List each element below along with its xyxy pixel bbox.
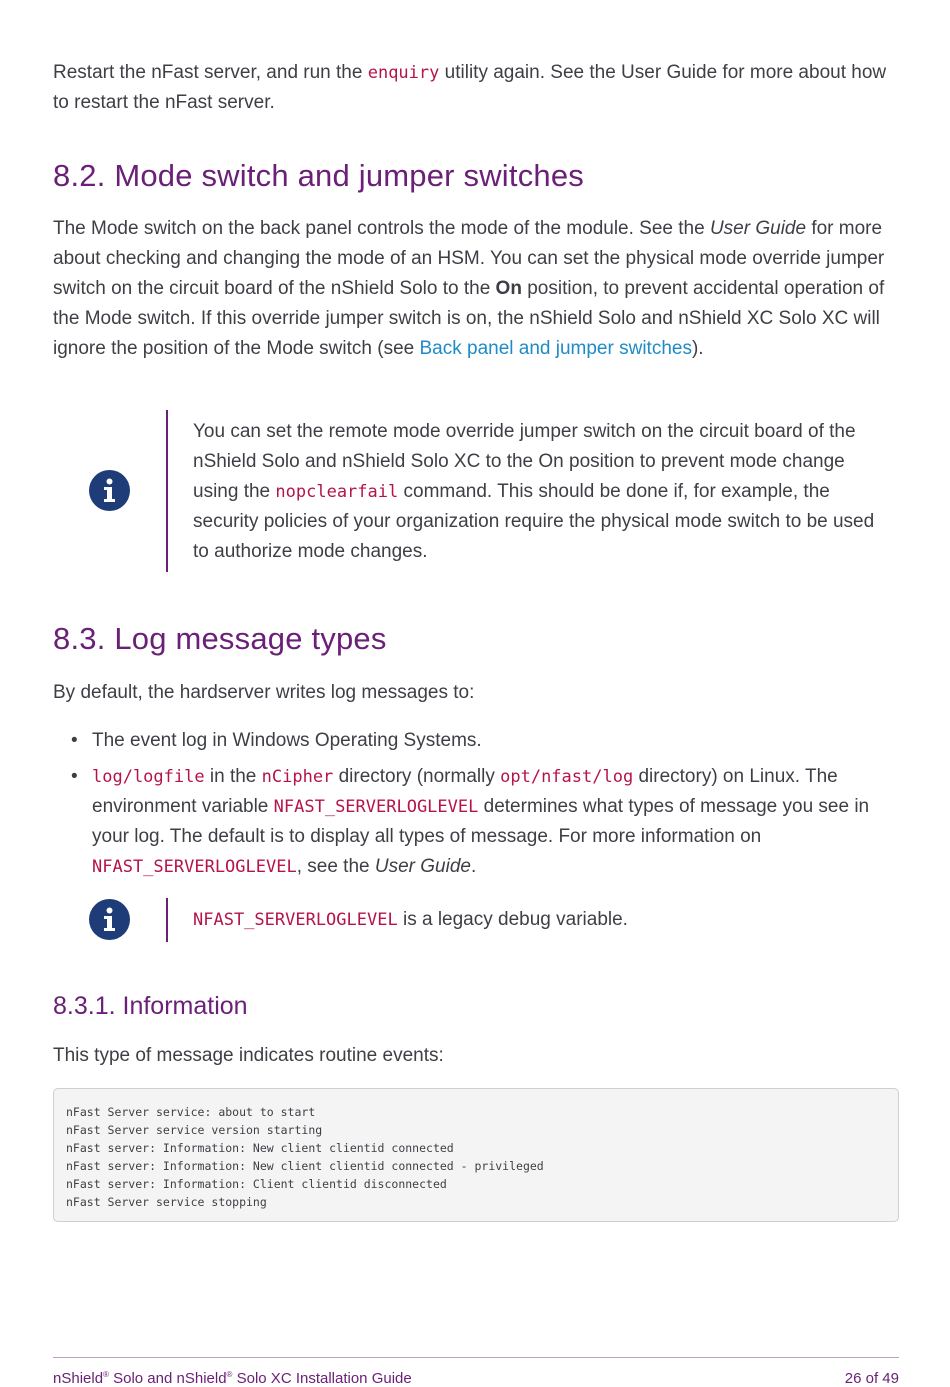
nopclearfail-code: nopclearfail: [275, 482, 399, 502]
footer-tail: Solo XC Installation Guide: [232, 1370, 412, 1387]
log-code-lines: nFast Server service: about to start nFast Server service version starting nFast server: Information: New client clientid connected nFast server: Information: New client clientid connected - privileged nFast server: Information: Client clientid disconnected nFast Server service stopping: [66, 1105, 544, 1209]
section-8-3-heading: 8.3. Log message types: [53, 621, 387, 656]
footer-mid: Solo and nShield: [108, 1370, 227, 1387]
bullet-2-text-1: in the: [204, 766, 262, 787]
footer-brand-1: nShield: [53, 1370, 104, 1387]
intro-text-2: utility again. See the User Guide for more about how to restart the nFast server.: [53, 62, 887, 113]
info-note-mode: [53, 410, 899, 572]
user-guide-em-2: User Guide: [374, 856, 471, 877]
section-8-2-paragraph: [53, 214, 899, 364]
list-item: [53, 726, 899, 756]
code-block: [53, 1088, 899, 1222]
nfast-log-path-code: opt/nfast/log: [500, 767, 634, 787]
intro-paragraph: [53, 58, 899, 118]
s82-text-4: ).: [691, 338, 704, 359]
note-loglevel-text: is a legacy debug variable.: [397, 909, 628, 930]
ncipher-code: nCipher: [261, 767, 334, 787]
serverloglevel-code-2: NFAST_SERVERLOGLEVEL: [92, 857, 297, 877]
bullet-dot: •: [71, 730, 78, 751]
list-item: [53, 762, 899, 882]
serverloglevel-code: NFAST_SERVERLOGLEVEL: [273, 797, 479, 817]
intro-text-1: Restart the nFast server, and run the: [53, 62, 368, 83]
note-divider: [166, 898, 168, 942]
log-destinations-list: [53, 726, 899, 882]
bullet-2-text-6: .: [470, 856, 477, 877]
registered-mark: ®: [103, 1370, 109, 1379]
info-note-loglevel: [53, 898, 899, 942]
on-bold: On: [495, 278, 522, 299]
note-text: [193, 417, 883, 567]
bullet-2-text-2: directory (normally: [333, 766, 501, 787]
s82-text-2: for more about checking and changing the mode of an HSM. You can set the physical mode override jumper switch on the circuit board of the nShield Solo to the: [53, 218, 885, 299]
section-8-3-1-heading: 8.3.1. Information: [53, 992, 248, 1020]
bullet-2-text-4: determines what types of message you see in your log. The default is to display all types of message. For more information on: [92, 796, 870, 847]
bullet-2-text-3: directory) on Linux. The environment variable: [92, 766, 838, 817]
page-number: 26 of 49: [844, 1370, 899, 1387]
serverloglevel-note-code: NFAST_SERVERLOGLEVEL: [193, 910, 398, 930]
footer-title: [53, 1370, 412, 1387]
section-8-2-heading: 8.2. Mode switch and jumper switches: [53, 158, 584, 193]
note-text-1: You can set the remote mode override jumper switch on the circuit board of the nShield Solo and nShield Solo XC to the On position to prevent mode change using the: [193, 421, 856, 502]
back-panel-link[interactable]: Back panel and jumper switches: [419, 338, 692, 359]
registered-mark: ®: [226, 1370, 233, 1379]
s82-text-3: position, to prevent accidental operation of the Mode switch. If this override jumper switch is on, the nShield Solo and nShield XC Solo XC will ignore the position of the Mode switch (see: [53, 278, 885, 359]
bullet-2-text-5: , see the: [296, 856, 375, 877]
footer-divider: [53, 1357, 899, 1358]
s82-text-1: The Mode switch on the back panel controls the mode of the module. See the: [53, 218, 710, 239]
info-icon: [89, 899, 130, 940]
note-divider: [166, 410, 168, 572]
bullet-1-text: The event log in Windows Operating Systems.: [92, 730, 482, 751]
section-8-3-intro: By default, the hardserver writes log messages to:: [53, 682, 475, 703]
section-8-3-1-intro: This type of message indicates routine events:: [53, 1045, 444, 1066]
bullet-dot: •: [71, 766, 78, 787]
info-icon: [89, 470, 130, 511]
logfile-code: log/logfile: [92, 767, 205, 787]
user-guide-em: User Guide: [709, 218, 807, 239]
note-text-2: command. This should be done if, for example, the security policies of your organization require the physical mode switch to be used to authorize mode changes.: [193, 481, 875, 562]
enquiry-code: enquiry: [367, 63, 440, 83]
note-text: [193, 905, 883, 935]
